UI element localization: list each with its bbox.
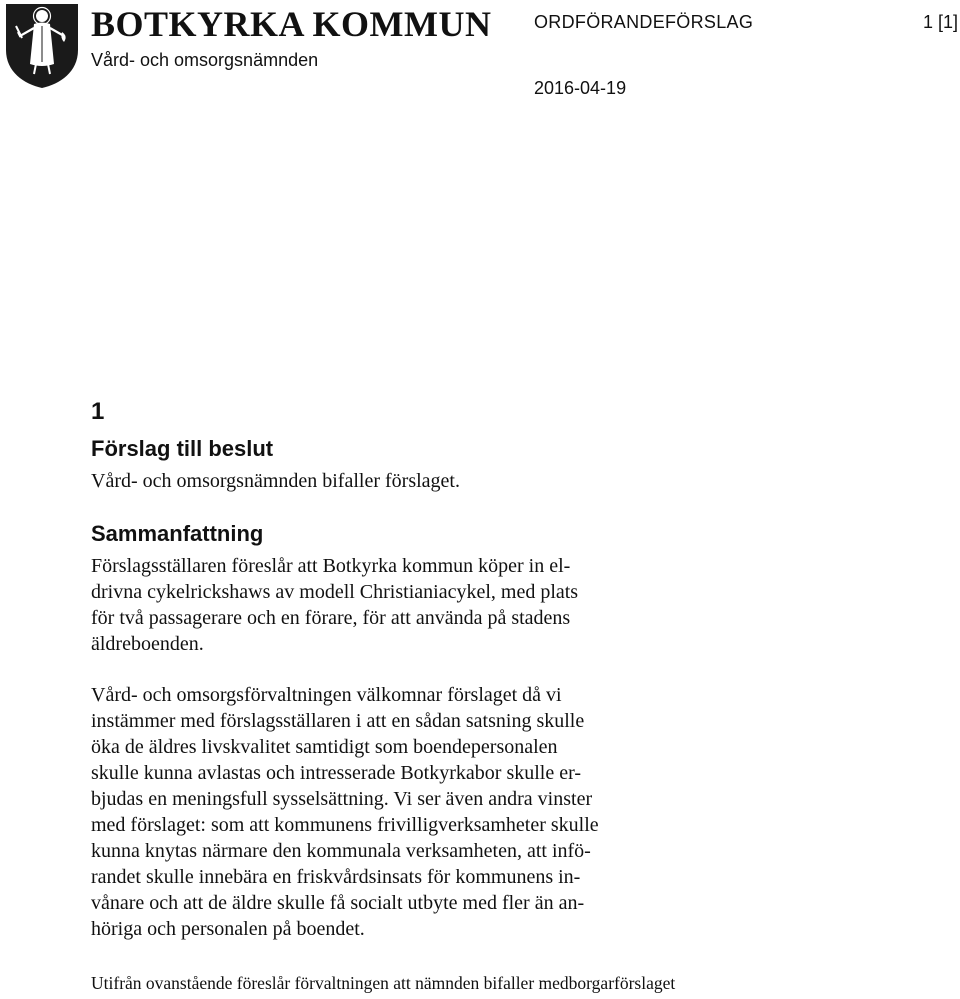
summary-heading: Sammanfattning bbox=[91, 521, 264, 546]
paragraph-line: höriga och personalen på boendet. bbox=[91, 918, 365, 940]
closing-sentence: Utifrån ovanstående föreslår förvaltningen att nämnden bifaller medborgarförslaget bbox=[91, 973, 676, 993]
proposal-heading: Förslag till beslut bbox=[91, 436, 274, 461]
summary-paragraph-2 bbox=[91, 682, 599, 942]
paragraph-line: bjudas en meningsfull sysselsättning. Vi ser även andra vinster bbox=[91, 788, 593, 810]
paragraph-line: instämmer med förslagsställaren i att en sådan satsning skulle bbox=[91, 710, 585, 732]
proposal-text: Vård- och omsorgsnämnden bifaller förslaget. bbox=[91, 470, 460, 492]
paragraph-line: vånare och att de äldre skulle få socialt utbyte med fler än an- bbox=[91, 892, 585, 914]
paragraph-line: Förslagsställaren föreslår att Botkyrka kommun köper in el- bbox=[91, 555, 571, 577]
paragraph-line: randet skulle innebära en friskvårdsinsats för kommunens in- bbox=[91, 866, 581, 888]
paragraph-line: för två passagerare och en förare, för att använda på stadens bbox=[91, 607, 571, 629]
municipality-coat-of-arms-logo bbox=[4, 2, 80, 90]
document-type: ORDFÖRANDEFÖRSLAG bbox=[534, 12, 754, 32]
document-date: 2016-04-19 bbox=[534, 78, 627, 98]
page-number: 1 [1] bbox=[923, 12, 959, 32]
summary-paragraph-1 bbox=[91, 553, 578, 657]
paragraph-line: Vård- och omsorgsförvaltningen välkomnar förslaget då vi bbox=[91, 684, 562, 706]
paragraph-line: öka de äldres livskvalitet samtidigt som boendepersonalen bbox=[91, 736, 558, 758]
paragraph-line: kunna knytas närmare den kommunala verksamheten, att infö- bbox=[91, 840, 591, 862]
section-number: 1 bbox=[91, 398, 105, 425]
paragraph-line: med förslaget: som att kommunens frivilligverksamheter skulle bbox=[91, 814, 599, 836]
paragraph-line: skulle kunna avlastas och intresserade Botkyrkabor skulle er- bbox=[91, 762, 582, 784]
department-name: Vård- och omsorgsnämnden bbox=[91, 50, 319, 70]
paragraph-line: drivna cykelrickshaws av modell Christianiacykel, med plats bbox=[91, 581, 579, 603]
paragraph-line: äldreboenden. bbox=[91, 633, 204, 655]
municipality-name: BOTKYRKA KOMMUN bbox=[91, 4, 492, 44]
